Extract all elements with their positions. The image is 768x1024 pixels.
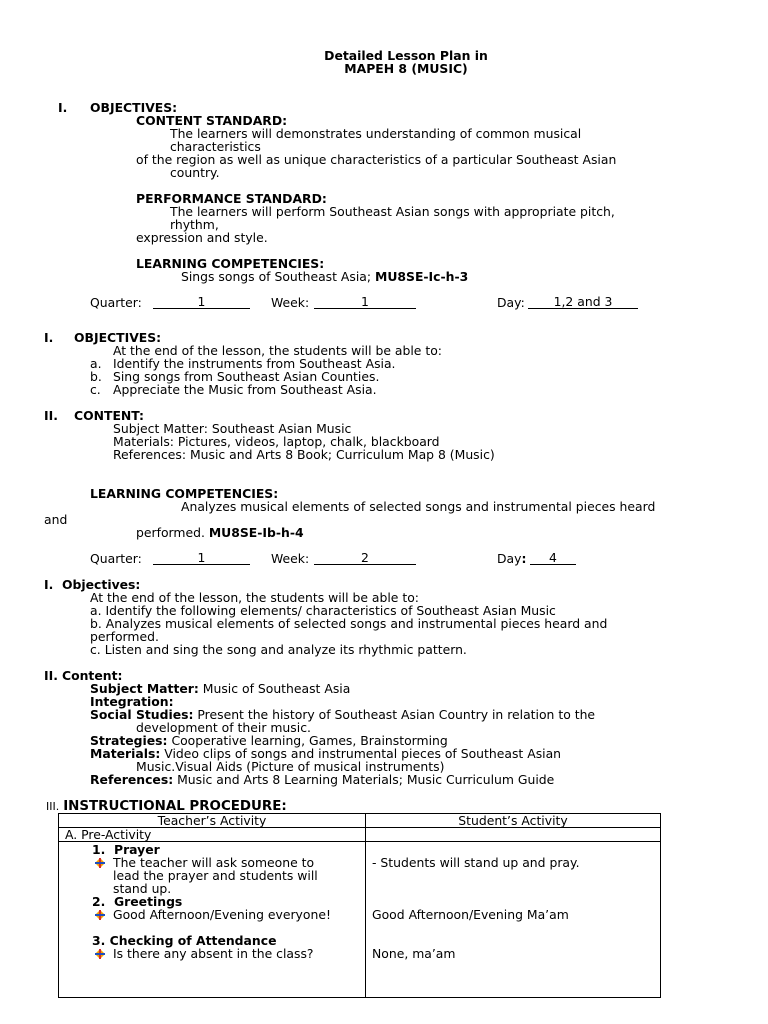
social-studies-continued: development of their music. bbox=[136, 720, 311, 735]
materials-continued: Music.Visual Aids (Picture of musical instruments) bbox=[136, 759, 445, 774]
objective-item: Appreciate the Music from Southeast Asia. bbox=[113, 382, 377, 397]
student-response: - Students will stand up and pray. bbox=[372, 855, 580, 870]
content-standard-label: CONTENT STANDARD: bbox=[136, 113, 288, 128]
objectives-numeral: I. bbox=[44, 577, 54, 592]
objective-marker: b. bbox=[90, 369, 102, 384]
content-standard-text: The learners will demonstrates understanding of common musical bbox=[170, 126, 582, 141]
list-item-continued: lead the prayer and students will bbox=[113, 868, 318, 883]
competency-code: MU8SE-Ic-h-3 bbox=[375, 269, 469, 284]
quarter-value: 1 bbox=[153, 552, 250, 565]
title-line2: MAPEH 8 (MUSIC) bbox=[344, 61, 468, 76]
content-numeral: II. bbox=[44, 408, 58, 423]
subject-matter: Subject Matter: Southeast Asian Music bbox=[113, 421, 352, 436]
materials: Materials: Video clips of songs and instrumental pieces of Southeast Asian bbox=[90, 746, 562, 761]
title-line1: Detailed Lesson Plan in bbox=[324, 48, 488, 63]
learning-competencies-text: Analyzes musical elements of selected songs and instrumental pieces heard bbox=[181, 499, 656, 514]
content-heading: CONTENT: bbox=[74, 408, 145, 423]
references: References: Music and Arts 8 Book; Curriculum Map 8 (Music) bbox=[113, 447, 495, 462]
performance-standard-text: The learners will perform Southeast Asian songs with appropriate pitch, bbox=[170, 204, 615, 219]
objectives-intro: At the end of the lesson, the students will be able to: bbox=[90, 590, 419, 605]
week-label: Week: bbox=[271, 551, 310, 566]
section-heading: OBJECTIVES: bbox=[90, 100, 178, 115]
pre-activity-label: A. Pre-Activity bbox=[59, 828, 366, 842]
objective-marker: a. bbox=[90, 356, 102, 371]
content-standard-text: of the region as well as unique characteristics of a particular Southeast Asian bbox=[136, 152, 617, 167]
objectives-intro: At the end of the lesson, the students will be able to: bbox=[113, 343, 442, 358]
content-standard-text: country. bbox=[170, 165, 220, 180]
social-studies: Social Studies: Present the history of Southeast Asian Country in relation to the bbox=[90, 707, 596, 722]
strategies: Strategies: Cooperative learning, Games, Brainstorming bbox=[90, 733, 448, 748]
bullet-icon bbox=[95, 949, 105, 959]
objective-marker: c. bbox=[90, 382, 101, 397]
greetings-heading: 2. Greetings bbox=[92, 894, 183, 909]
week-label: Week: bbox=[271, 295, 310, 310]
procedure-heading: III. INSTRUCTIONAL PROCEDURE: bbox=[46, 799, 287, 814]
content-heading: Content: bbox=[62, 668, 123, 683]
materials: Materials: Pictures, videos, laptop, chalk, blackboard bbox=[113, 434, 440, 449]
student-response: None, ma’am bbox=[372, 946, 456, 961]
prayer-heading: 1. Prayer bbox=[92, 842, 160, 857]
competency-code: MU8SE-Ib-h-4 bbox=[208, 525, 304, 540]
teacher-activity-cell bbox=[59, 842, 366, 998]
integration-label: Integration: bbox=[90, 694, 174, 709]
learning-competencies-label: LEARNING COMPETENCIES: bbox=[90, 486, 279, 501]
teacher-column-header: Teacher’s Activity bbox=[59, 814, 366, 828]
objective-item: Sing songs from Southeast Asian Counties. bbox=[113, 369, 380, 384]
quarter-label: Quarter: bbox=[90, 295, 142, 310]
day-value: 4 bbox=[530, 552, 576, 565]
references: References: Music and Arts 8 Learning Materials; Music Curriculum Guide bbox=[90, 772, 555, 787]
week-value: 2 bbox=[314, 552, 416, 565]
learning-competencies-text: Sings songs of Southeast Asia; MU8SE-Ic-h-3 bbox=[181, 269, 469, 284]
bullet-icon bbox=[95, 858, 105, 868]
section-numeral: I. bbox=[58, 100, 68, 115]
day-label: Day: bbox=[497, 551, 527, 566]
performance-standard-text: rhythm, bbox=[170, 217, 219, 232]
list-item: Good Afternoon/Evening everyone! bbox=[65, 908, 359, 921]
student-activity-cell bbox=[366, 842, 661, 998]
performance-standard-label: PERFORMANCE STANDARD: bbox=[136, 191, 327, 206]
objectives-numeral: I. bbox=[44, 330, 54, 345]
day-value: 1,2 and 3 bbox=[528, 296, 638, 309]
week-value: 1 bbox=[314, 296, 416, 309]
list-item: Is there any absent in the class? bbox=[65, 947, 359, 960]
procedure-table bbox=[58, 813, 661, 998]
bullet-icon bbox=[95, 910, 105, 920]
learning-competencies-text: performed. MU8SE-Ib-h-4 bbox=[136, 525, 304, 540]
objective-item: performed. bbox=[90, 629, 159, 644]
list-item-continued: stand up. bbox=[113, 881, 172, 896]
quarter-label: Quarter: bbox=[90, 551, 142, 566]
objective-item: c. Listen and sing the song and analyze its rhythmic pattern. bbox=[90, 642, 467, 657]
objective-item: Identify the instruments from Southeast Asia. bbox=[113, 356, 396, 371]
list-item: The teacher will ask someone to bbox=[65, 856, 359, 869]
objective-item: b. Analyzes musical elements of selected songs and instrumental pieces heard and bbox=[90, 616, 608, 631]
content-numeral: II. bbox=[44, 668, 58, 683]
objectives-heading: Objectives: bbox=[62, 577, 141, 592]
objectives-heading: OBJECTIVES: bbox=[74, 330, 162, 345]
objective-item: a. Identify the following elements/ characteristics of Southeast Asian Music bbox=[90, 603, 556, 618]
quarter-value: 1 bbox=[153, 296, 250, 309]
learning-competencies-text: and bbox=[44, 512, 68, 527]
subject-matter: Subject Matter: Music of Southeast Asia bbox=[90, 681, 351, 696]
performance-standard-text: expression and style. bbox=[136, 230, 268, 245]
student-column-header: Student’s Activity bbox=[366, 814, 661, 828]
learning-competencies-label: LEARNING COMPETENCIES: bbox=[136, 256, 325, 271]
content-standard-text: characteristics bbox=[170, 139, 261, 154]
student-response: Good Afternoon/Evening Ma’am bbox=[372, 907, 569, 922]
attendance-heading: 3. Checking of Attendance bbox=[92, 933, 277, 948]
day-label: Day: bbox=[497, 295, 525, 310]
